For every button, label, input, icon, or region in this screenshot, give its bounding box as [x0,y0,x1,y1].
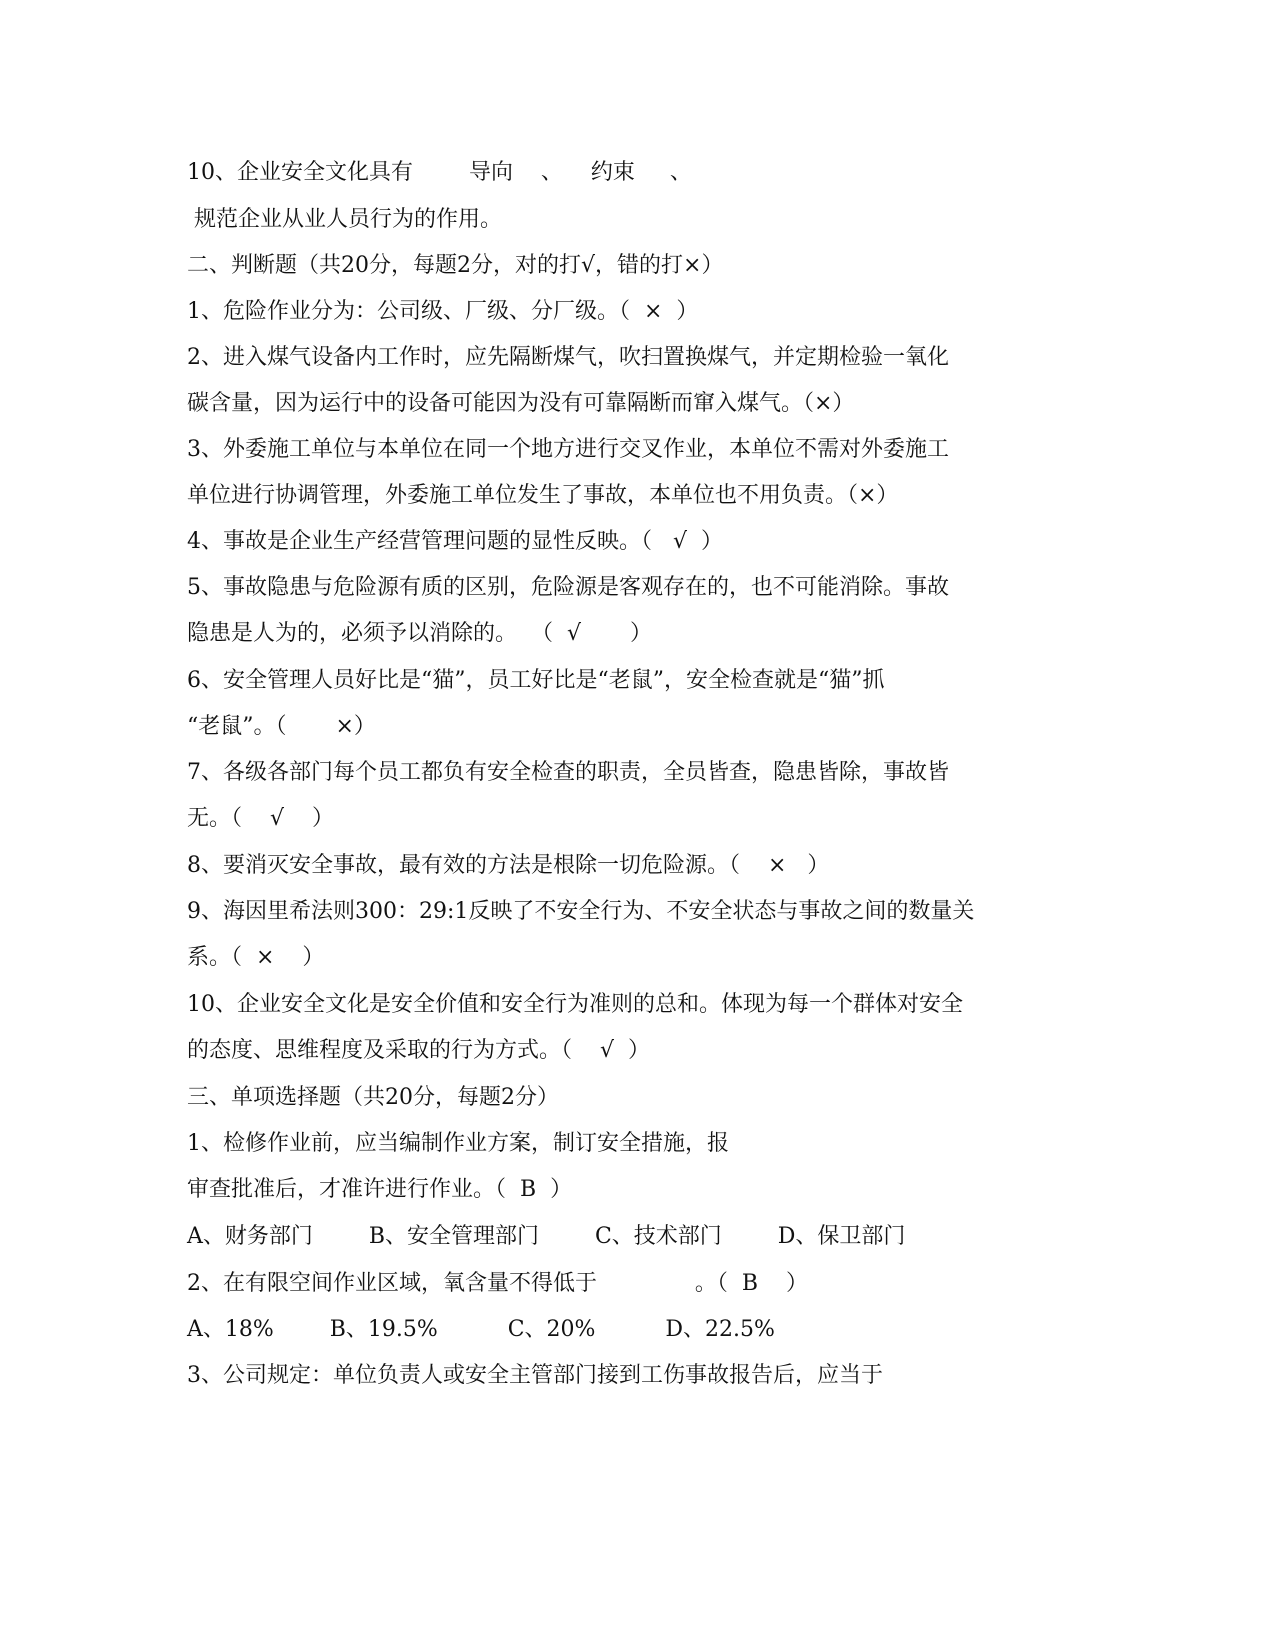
text-line: 审查批准后，才准许进行作业。（ B ） [187,1177,573,1202]
text-line: 5、事故隐患与危险源有质的区别，危险源是客观存在的，也不可能消除。事故 [187,575,949,600]
text-line: 无。（ √ ） [187,806,334,831]
section-heading: 二、判断题（共20分，每题2分，对的打√，错的打×） [187,253,724,278]
section-heading: 三、单项选择题（共20分，每题2分） [187,1085,559,1110]
text-line: 3、外委施工单位与本单位在同一个地方进行交叉作业，本单位不需对外委施工 [187,437,949,462]
text-line: 规范企业从业人员行为的作用。 [187,207,502,232]
text-line: 1、检修作业前，应当编制作业方案，制订安全措施，报 [187,1131,729,1156]
text-line: 系。（ × ） [187,945,325,970]
text-line: 1、危险作业分为：公司级、厂级、分厂级。（ × ） [187,299,699,324]
text-line: 8、要消灭安全事故，最有效的方法是根除一切危险源。（ × ） [187,853,830,878]
text-line: 3、公司规定：单位负责人或安全主管部门接到工伤事故报告后，应当于 [187,1363,883,1388]
text-line: “老鼠”。（ ×） [187,714,376,739]
text-line: 7、各级各部门每个员工都负有安全检查的职责，全员皆查，隐患皆除，事故皆 [187,760,949,785]
text-line: 10、企业安全文化是安全价值和安全行为准则的总和。体现为每一个群体对安全 [187,992,963,1017]
text-line: 6、安全管理人员好比是“猫”，员工好比是“老鼠”，安全检查就是“猫”抓 [187,668,885,693]
text-line: 10、企业安全文化具有 导向 、 约束 、 [187,160,692,185]
text-line: 9、海因里希法则300：29:1反映了不安全行为、不安全状态与事故之间的数量关 [187,899,975,924]
text-line: 隐患是人为的，必须予以消除的。 （ √ ） [187,621,652,646]
options-line: A、18% B、19.5% C、20% D、22.5% [187,1317,775,1342]
text-line: 4、事故是企业生产经营管理问题的显性反映。（ √ ） [187,529,723,554]
text-line: 的态度、思维程度及采取的行为方式。（ √ ） [187,1038,650,1063]
text-line: 2、进入煤气设备内工作时，应先隔断煤气，吹扫置换煤气，并定期检验一氧化 [187,345,949,370]
text-line: 单位进行协调管理，外委施工单位发生了事故，本单位也不用负责。（×） [187,483,899,508]
text-line: 2、在有限空间作业区域，氧含量不得低于 。（ B ） [187,1271,809,1296]
options-line: A、财务部门 B、安全管理部门 C、技术部门 D、保卫部门 [187,1224,906,1249]
text-line: 碳含量，因为运行中的设备可能因为没有可靠隔断而窜入煤气。（×） [187,391,855,416]
